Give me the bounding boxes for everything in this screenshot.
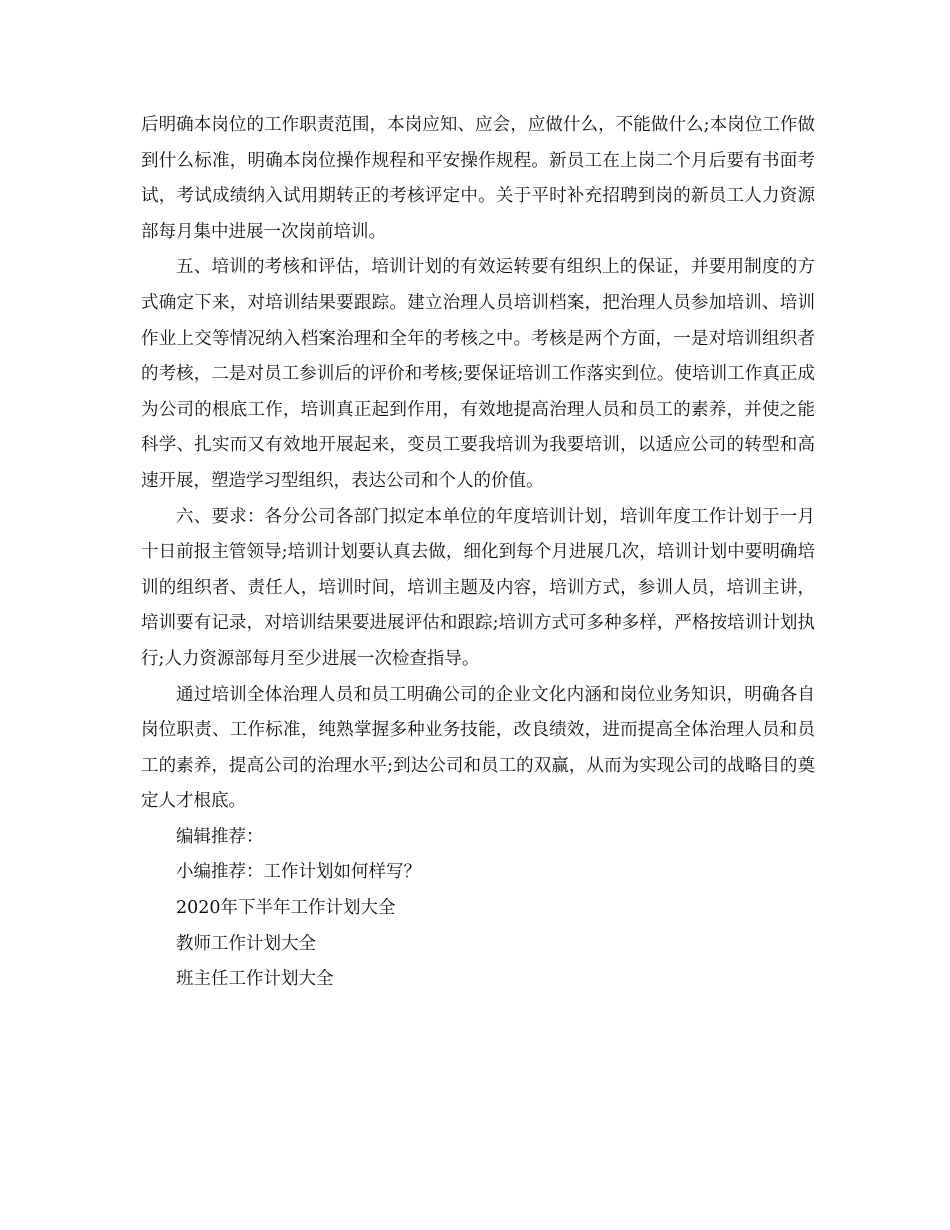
paragraph-continuation: 后明确本岗位的工作职责范围，本岗应知、应会，应做什么，不能做什么;本岗位工作做到什么标准，明确本岗位操作规程和平安操作规程。新员工在上岗二个月后要有书面考试，考试成绩纳入试用期转正的考核评定中。关于平时补充招聘到岗的新员工人力资源部每月集中进展一次岗前培训。 [141,115,815,242]
recommend-link-4[interactable]: 班主任工作计划大全 [176,969,334,990]
document-body [141,108,815,998]
recommend-link-1[interactable]: 小编推荐：工作计划如何样写？ [176,862,421,883]
paragraph-requirements: 六、要求：各分公司各部门拟定本单位的年度培训计划，培训年度工作计划于一月十日前报主管领导;培训计划要认真去做，细化到每个月进展几次，培训计划中要明确培训的组织者、责任人，培训时间，培训主题及内容，培训方式，参训人员，培训主讲，培训要有记录，对培训结果要进展评估和跟踪;培训方式可多种多样，严格按培训计划执行;人力资源部每月至少进展一次检查指导。 [141,506,815,669]
recommend-link-2[interactable]: 2020年下半年工作计划大全 [176,898,396,919]
paragraph-assessment: 五、培训的考核和评估，培训计划的有效运转要有组织上的保证，并要用制度的方式确定下来，对培训结果要跟踪。建立治理人员培训档案，把治理人员参加培训、培训作业上交等情况纳入档案治理和全年的考核之中。考核是两个方面，一是对培训组织者的考核，二是对员工参训后的评价和考核;要保证培训工作落实到位。使培训工作真正成为公司的根底工作，培训真正起到作用，有效地提高治理人员和员工的素养，并使之能科学、扎实而又有效地开展起来，变员工要我培训为我要培训，以适应公司的转型和高速开展，塑造学习型组织，表达公司和个人的价值。 [141,257,815,491]
paragraph-conclusion: 通过培训全体治理人员和员工明确公司的企业文化内涵和岗位业务知识，明确各自岗位职责、工作标准，纯熟掌握多种业务技能，改良绩效，进而提高全体治理人员和员工的素养，提高公司的治理水平;到达公司和员工的双赢，从而为实现公司的战略目的奠定人才根底。 [141,684,815,812]
recommend-link-3[interactable]: 教师工作计划大全 [176,933,316,954]
recommend-heading: 编辑推荐： [176,826,264,847]
